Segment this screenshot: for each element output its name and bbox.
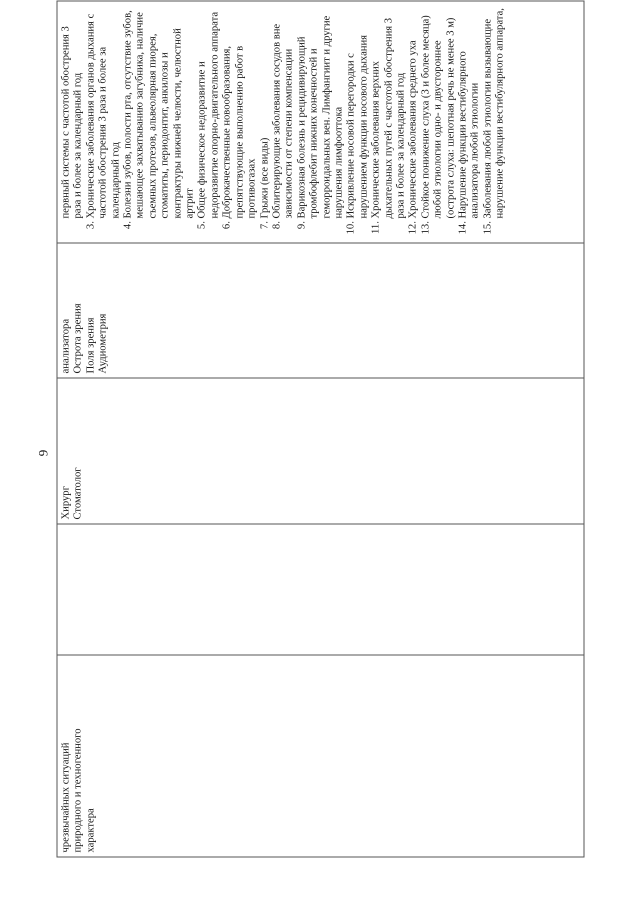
list-item: 10. Искривление носовой перегородки с нарушением функции носового дыхания [345,6,370,219]
list-item: 12. Хронические заболевания среднего уха [407,6,419,219]
exam-item: Острота зрения [72,303,84,374]
factor-line: чрезвычайных ситуаций [60,742,71,853]
list-item: 4. Болезни зубов, полости рта, отсутствие зубов, мешающее захватыванию загубника, наличие съемных протезов, альвеолярная пиорея, стоматиты, периодонтит, анкилозы и контрактуры нижней челюсти, челюстной артрит [122,6,196,219]
empty-cell [57,524,584,655]
table-row [57,1,584,857]
doctors-cell [57,378,584,524]
factor-line: характера [84,808,96,853]
list-item: 13. Стойкое понижение слуха (3 и более месяца) любой этиологии одно- и двустороннее (острота слуха: шепотная речь не менее 3 м) [420,6,457,219]
list-item: 5. Общее физическое недоразвитие и недоразвитие опорно-двигательного аппарата [196,6,221,219]
factor-cell [57,655,584,857]
list-item: 7. Грыжи (все виды) [259,6,271,219]
list-item: 8. Облитерирующие заболевания сосудов вне зависимости от степени компенсации [271,6,296,219]
list-item: 9. Варикозная болезнь и рецидивирующий тромбофлебит нижних конечностей и геморроидальных вен. Лимфангиит и другие нарушения лимфооттока [296,6,346,219]
contraindications-table [56,1,584,858]
list-item: 3. Хронические заболевания органов дыхания с частотой обострения 3 раза и более за календарный год [85,6,122,219]
rotated-page [56,8,584,858]
contraindications-cell [57,1,584,243]
exam-item: Аудиометрия [97,313,109,374]
exam-item: Поля зрения [84,317,96,374]
contraindication-continued: первный системы с частотой обострения 3 раза и более за календарный год [60,26,84,219]
contraindications-list [85,6,507,239]
list-item: 15. Заболевания любой этиологии вызывающие нарушение функции вестибулярного аппарата, [482,6,507,219]
list-item: 14. Нарушение функции вестибулярного анализатора любой этиологии [457,6,482,219]
list-item: 6. Доброкачественные новообразования, препятствующие выполнению работ в противогазах [221,6,258,219]
list-item: 11. Хронические заболевания верхних дыхательных путей с частотой обострения 3 раза и более за календарный год [370,6,407,219]
exam-item: анализатора [60,318,71,374]
factor-line: природного и техногенного [72,728,84,853]
page-number: 9 [35,449,51,457]
doctor-dentist: Стоматолог [72,467,84,520]
doctor-surgeon: Хирург [60,486,71,520]
exams-cell [57,243,584,378]
